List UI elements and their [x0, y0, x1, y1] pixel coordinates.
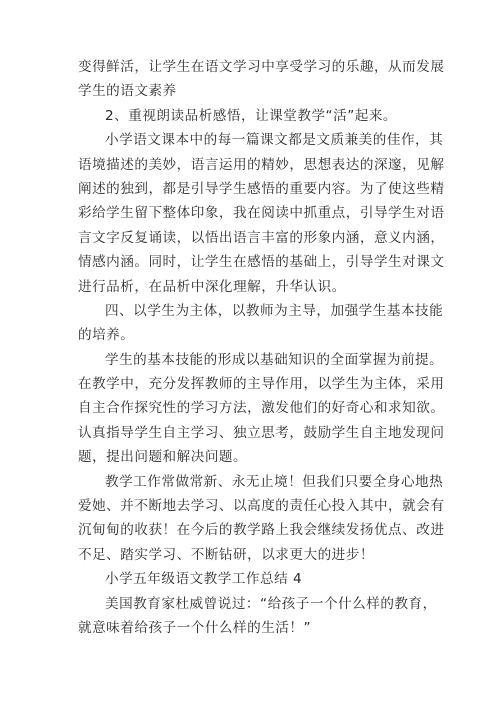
text-line: 不足、踏实学习、不断钻研，以求更大的进步！: [78, 546, 374, 563]
text-line: 在教学中，充分发挥教师的主导作用，以学生为主体，采用: [78, 376, 445, 393]
text-line: 就意味着给孩子一个什么样的生活！”: [78, 619, 312, 636]
paragraph-start: 美国教育家杜威曾说过：“给孩子一个什么样的教育，: [105, 595, 437, 612]
text-line: 进行品析，在品析中深化理解，升华认识。: [78, 278, 346, 295]
text-line: 自主合作探究性的学习方法，激发他们的好奇心和求知欲。: [78, 400, 445, 417]
paragraph-start: 小学语文课本中的每一篇课文都是文质兼美的佳作，其: [105, 132, 444, 149]
text-line: 认真指导学生自主学习、独立思考，鼓励学生自主地发现问: [78, 424, 445, 441]
text-line: 语境描述的美妙，语言运用的精妙，思想表达的深邃，见解: [78, 156, 445, 173]
text-line: 情感内涵。同时，让学生在感悟的基础上，引导学生对课文: [78, 254, 445, 271]
text-line: 学生的语文素养: [78, 83, 177, 100]
text-line: 沉甸甸的收获！在今后的教学路上我会继续发扬优点、改进: [78, 522, 445, 539]
text-line: 题，提出问题和解决问题。: [78, 449, 248, 466]
text-line: 变得鲜活，让学生在语文学习中享受学习的乐趣，从而发展: [78, 59, 445, 75]
document-page: [78, 55, 445, 640]
text-line: 阐述的独到，都是引导学生感悟的重要内容。为了使这些精: [78, 180, 445, 197]
text-line: 彩给学生留下整体印象，我在阅读中抓重点，引导学生对语: [78, 205, 445, 222]
paragraph-start: 教学工作常做常新、永无止境！但我们只要全身心地热: [105, 473, 444, 490]
text-line: 言文字反复诵读，以悟出语言丰富的形象内涵，意义内涵，: [78, 229, 445, 246]
paragraph-start: 学生的基本技能的形成以基础知识的全面掌握为前提。: [105, 351, 444, 368]
section-heading: 2、重视朗读品析感悟，让课堂教学“活”起来。: [105, 107, 398, 124]
text-line: 爱她、并不断地去学习、以高度的责任心投入其中，就会有: [78, 498, 445, 515]
section-heading: 四、以学生为主体，以教师为主导，加强学生基本技能: [105, 302, 444, 319]
document-subtitle: 小学五年级语文教学工作总结 4: [105, 571, 303, 588]
text-line: 的培养。: [78, 327, 135, 344]
